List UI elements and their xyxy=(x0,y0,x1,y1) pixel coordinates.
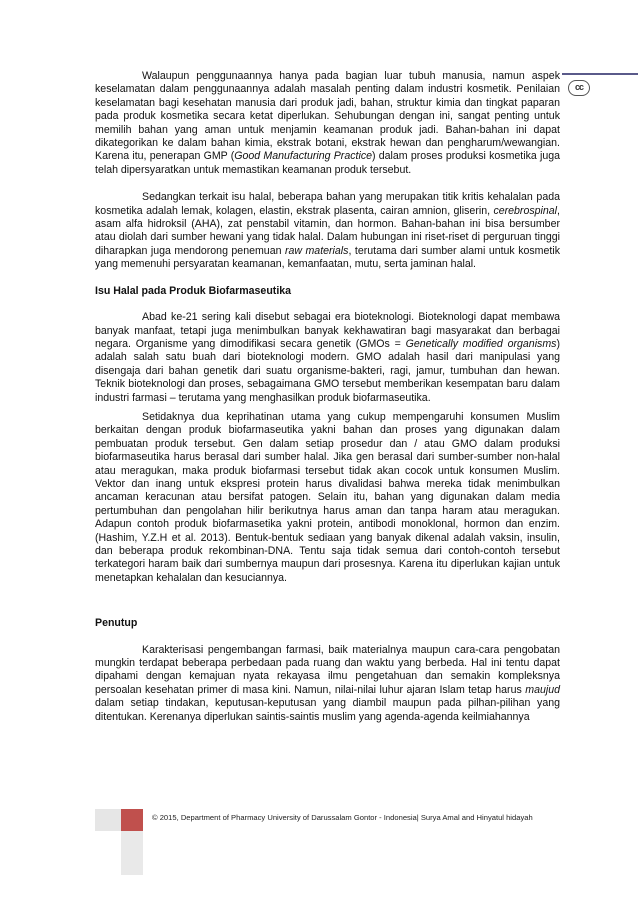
section-heading-penutup: Penutup xyxy=(95,617,138,630)
paragraph-bio-1 xyxy=(95,311,560,405)
section-heading-biofarmaseutika: Isu Halal pada Produk Biofarmaseutika xyxy=(95,284,292,297)
paragraph-intro-1 xyxy=(95,70,560,177)
italic-run: Good Manufacturing Practice xyxy=(234,150,373,163)
italic-run: maujud xyxy=(525,683,560,696)
text-run: ) adalah salah satu buah dari bioteknologi modern. GMO adalah hasil dari manipulasi yang disengaja dari bahan genetik dari suatu organisme-bakteri, ragi, jamur, tumbuhan dan hewan. Teknik bioteknologi dan proses, sebagaimana GMO tersebut memberikan kesempatan baru dalam industri farmasi – terutama yang menghasilkan produk biofarmaseutika. xyxy=(95,337,561,404)
italic-run: raw materials xyxy=(284,244,349,257)
text-run: dalam setiap tindakan, keputusan-keputusan yang diambil maupun pada pilhan-pilihan yang ditentukan. Kerenanya diperlukan saintis-saintis muslim yang agenda-agenda keilmiahannya xyxy=(95,697,560,723)
italic-run: Genetically modified organisms xyxy=(405,337,557,350)
creative-commons-icon xyxy=(568,80,590,96)
text-run: ) dalam proses produksi kosmetika juga telah dipersyaratkan untuk memastikan keamanan produk tersebut. xyxy=(95,150,561,176)
header-rule xyxy=(562,73,638,75)
paragraph-penutup-1 xyxy=(95,644,560,724)
footer-square-light xyxy=(121,831,143,875)
text-run: Walaupun penggunaannya hanya pada bagian luar tubuh manusia, namun aspek keselamatan dalam penggunaannya adalah masalah penting dalam industri kosmetik. Penilaian keselamatan bagi kesehatan manusia dari produk jadi, bahan, struktur kimia dan tingkat paparan pada produk kosmetika secara ketat diperlukan. Sehubungan dengan ini, sangat penting untuk memilih bahan yang aman untuk menjamin keamanan produk jadi. Bahan-bahan ini dapat dikategorikan ke dalam bahan kimia, ekstrak botani, ekstrak hewan dan pengharum/wewangian. Karena itu, penerapan GMP ( xyxy=(95,70,560,163)
footer-copyright: © 2015, Department of Pharmacy University of Darussalam Gontor - Indonesia| Surya Amal and Hinyatul hidayah xyxy=(152,813,533,822)
footer-square-grey xyxy=(95,809,121,831)
paragraph-bio-2: Setidaknya dua keprihatinan utama yang cukup mempengaruhi konsumen Muslim berkaitan dengan produk biofarmaseutika yakni bahan dan proses yang digunakan dalam pembuatan produk tersebut. Gen dalam setiap prosedur dan / atau GMO dalam produksi biofarmaseutika harus berasal dari sumber halal. Jika gen berasal dari sumber-sumber non-halal atau meragukan, maka produk biofarmasi tersebut tidak akan cocok untuk konsumen Muslim. Vektor dan inang untuk ekspresi protein harus divalidasi bahwa mereka tidak menimbulkan ancaman keracunan atau bersifat patogen. Selain itu, bahan yang digunakan dalam media pertumbuhan dan pengolahan hilir berikutnya harus aman dan tanpa haram atau meragukan. Adapun contoh produk biofarmasetika yakni protein, antibodi monoklonal, hormon dan enzim. (Hashim, Y.Z.H et al. 2013). Bentuk-bentuk sediaan yang banyak dikenal adalah vaksin, insulin, dan beberapa produk rekombinan-DNA. Tentu saja tidak semua dari contoh-contoh tersebut terkategori haram baik dari sumbernya maupun dari prosesnya. Karena itu diperlukan kajian untuk menetapkan kehalalan dan kesuciannya. xyxy=(95,410,560,584)
footer-square-red xyxy=(121,809,143,831)
body-content xyxy=(95,70,560,724)
text-run: Karakterisasi pengembangan farmasi, baik materialnya maupun cara-cara pengobatan mungkin terdapat beberapa perbedaan pada ruang dan waktu yang berbeda. Hal ini tentu dapat dipahami dengan kemajuan nyata rekayasa ilmu pengetahuan dan semakin kompleksnya persoalan kesehatan primer di masa kini. Namun, nilai-nilai luhur ajaran Islam tetap harus xyxy=(95,643,560,696)
paragraph-intro-2 xyxy=(95,191,560,271)
text-run: Abad ke-21 sering kali disebut sebagai era bioteknologi. Bioteknologi dapat membawa banyak manfaat, tetapi juga menimbulkan banyak kekhawatiran bagi masyarakat dan berbagai negara. Organisme yang dimodifikasi secara genetik (GMOs = xyxy=(95,311,560,350)
cc-logo-text: cc xyxy=(574,82,583,92)
text-run: , asam alfa hidroksil (AHA), zat penstabil vitamin, dan hormon. Bahan-bahan ini bisa bersumber atau diolah dari sumber hewani yang tidak halal. Dalam hubungan ini riset-riset di perguruan tinggi diharapkan juga mendorong penemuan xyxy=(95,204,560,257)
text-run: Sedangkan terkait isu halal, beberapa bahan yang merupakan titik kritis kehalalan pada kosmetika adalah lemak, kolagen, elastin, ekstrak plasenta, cairan amnion, gliserin, xyxy=(95,191,560,217)
italic-run: cerebrospinal xyxy=(493,204,558,217)
text-run: , terutama dari sumber alami untuk kosmetik yang memenuhi persyaratan keamanan, kemanfaatan, mutu, serta jaminan halal. xyxy=(95,244,560,271)
